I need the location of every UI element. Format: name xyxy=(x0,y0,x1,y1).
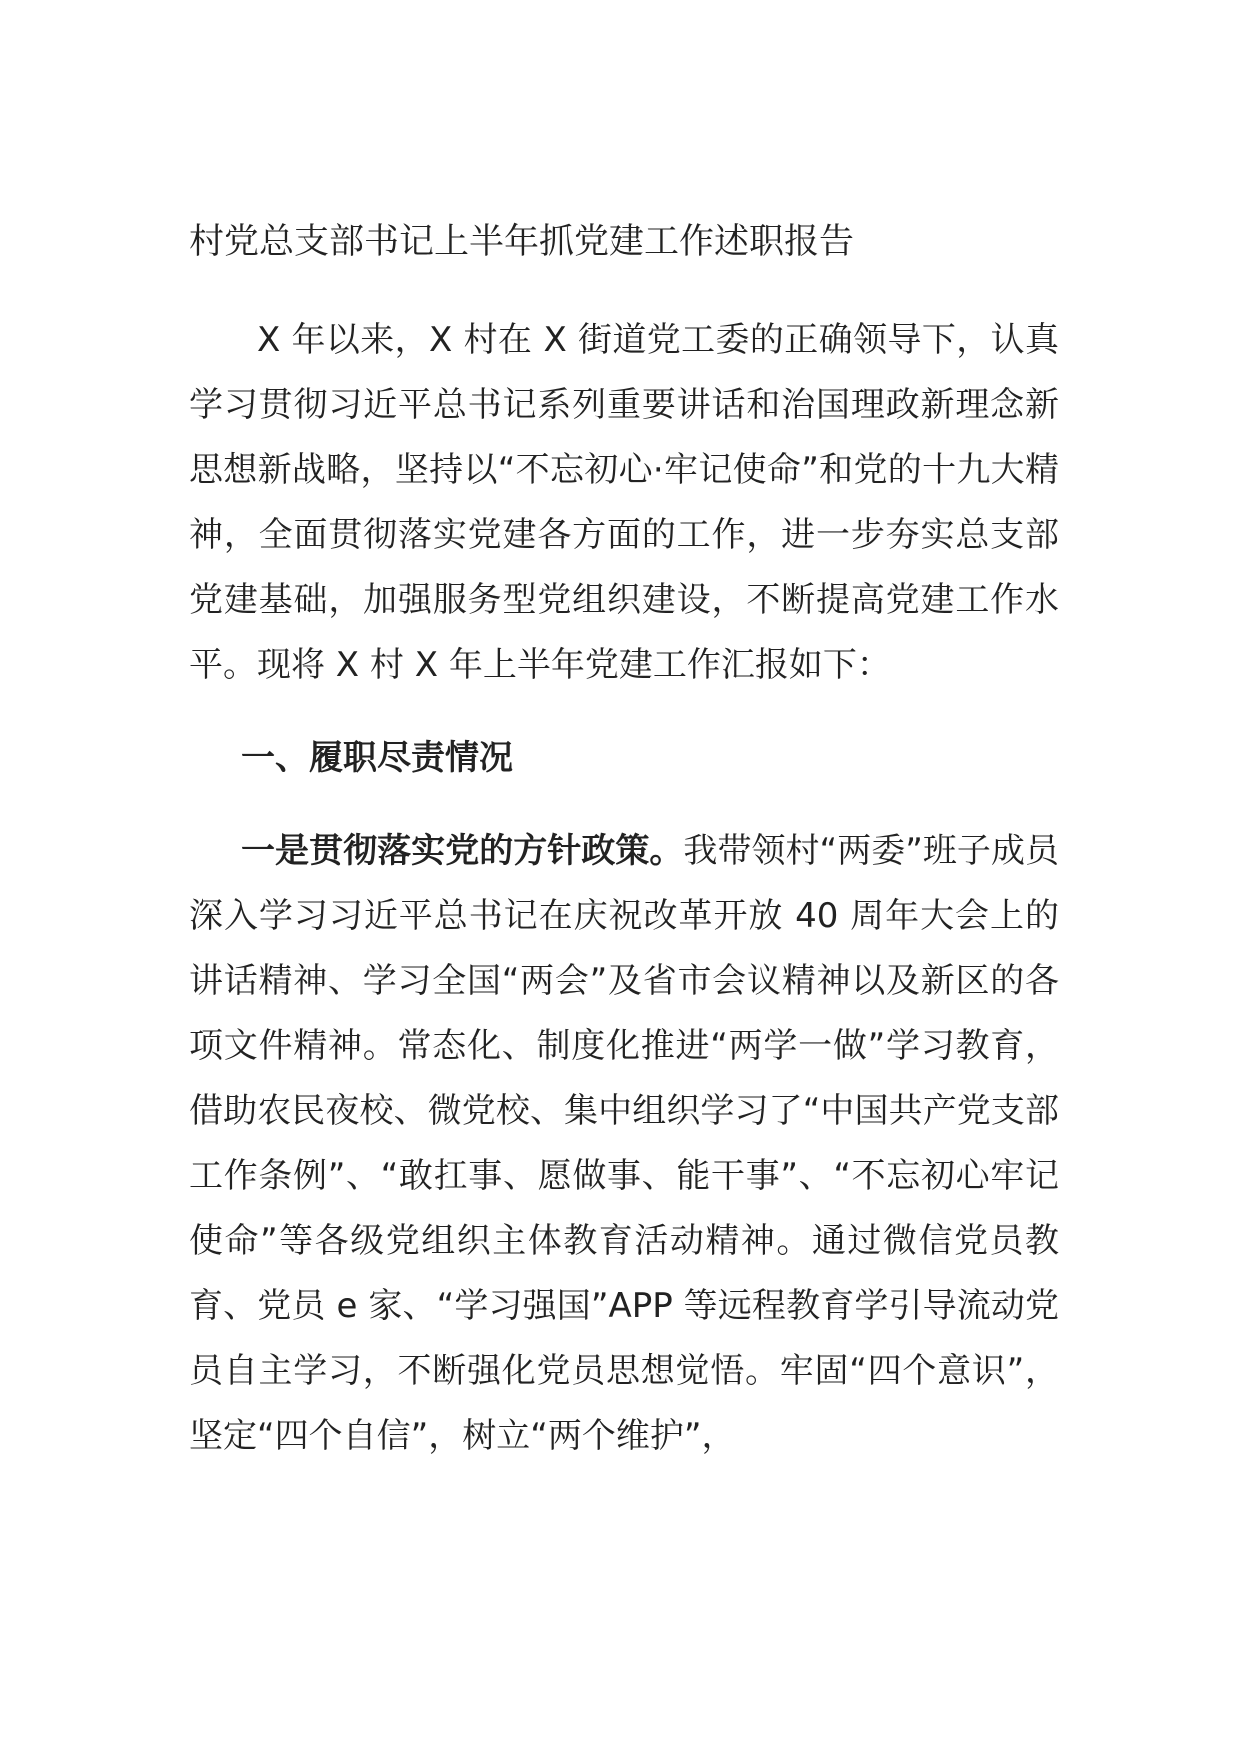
intro-paragraph: X 年以来，X 村在 X 街道党工委的正确领导下，认真学习贯彻习近平总书记系列重要讲话和治国理政新理念新思想新战略，坚持以“不忘初心·牢记使命”和党的十九大精神，全面贯彻落实党建各方面的工作，进一步夯实总支部党建基础，加强服务型党组织建设，不断提高党建工作水平。现将 X 村 X 年上半年党建工作汇报如下： xyxy=(189,320,1059,685)
point-body: 我带领村“两委”班子成员深入学习习近平总书记在庆祝改革开放 40 周年大会上的讲话精神、学习全国“两会”及省市会议精神以及新区的各项文件精神。常态化、制度化推进“两学一做”学习教育，借助农民夜校、微党校、集中组织学习了“中国共产党支部工作条例”、“敢扛事、愿做事、能干事”、“不忘初心牢记使命”等各级党组织主体教育活动精神。通过微信党员教育、党员 e 家、“学习强国”APP 等远程教育学引导流动党员自主学习，不断强化党员思想觉悟。牢固“四个意识”，坚定“四个自信”，树立“两个维护”， xyxy=(189,831,1060,1456)
section-heading: 一、履职尽责情况 xyxy=(241,738,513,778)
point-lead: 一是贯彻落实党的方针政策。 xyxy=(241,831,684,871)
document-title: 村党总支部书记上半年抓党建工作述职报告 xyxy=(189,222,855,262)
point-paragraph xyxy=(189,819,1059,1469)
document-page xyxy=(189,220,1059,1469)
